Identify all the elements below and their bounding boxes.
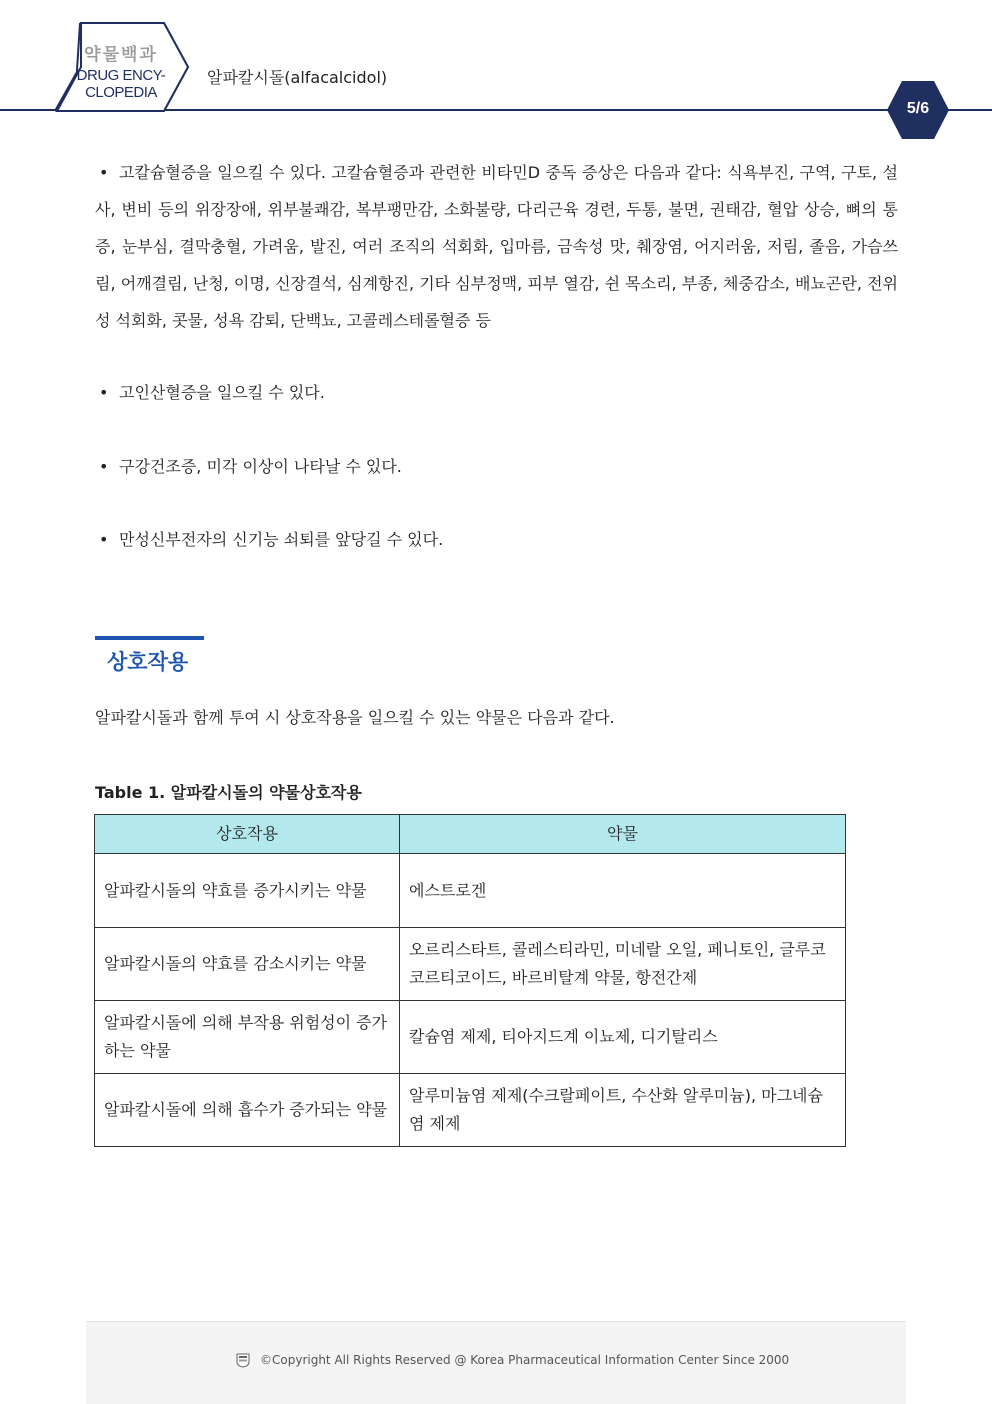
table-cell-drugs: 칼슘염 제제, 티아지드계 이뇨제, 디기탈리스 [400,1001,846,1074]
copyright-text: ©Copyright All Rights Reserved @ Korea Pharmaceutical Information Center Since 2000 [260,1353,790,1367]
table-cell-interaction: 알파칼시돌의 약효를 감소시키는 약물 [95,928,400,1001]
bullet-text: 만성신부전자의 신기능 쇠퇴를 앞당길 수 있다. [119,530,444,549]
bullet-text: 고칼슘혈증을 일으킬 수 있다. 고칼슘혈증과 관련한 비타민D 중독 증상은 다음과 같다: 식욕부진, 구역, 구토, 설사, 변비 등의 위장장애, 위부불쾌감, 복부팽만감, 소화불량, 다리근육 경련, 두통, 불면, 권태감, 혈압 상승, 뼈의 통증, 눈부심, 결막충혈, 가려움, 발진, 여러 조직의 석회화, 입마름, 금속성 맛, 췌장염, 어지러움, 저림, 졸음, 가슴쓰림, 어깨결림, 난청, 이명, 신장결석, 심계항진, 기타 심부정맥, 피부 열감, 쉰 목소리, 부종, 체중감소, 배뇨곤란, 전위성 석회화, 콧물, 성욕 감퇴, 단백뇨, 고콜레스테롤혈증 등 [95,163,898,330]
bullet-item-hypercalcemia [95,154,898,339]
bullet-item-dry-mouth [95,455,402,479]
footer-copyright [236,1353,789,1368]
shield-emblem-icon [236,1353,250,1368]
table-cell-drugs: 알루미늄염 제제(수크랄페이트, 수산화 알루미늄), 마그네슘염 제제 [400,1074,846,1147]
column-header-interaction: 상호작용 [95,815,400,854]
table-cell-interaction: 알파칼시돌에 의해 부작용 위험성이 증가하는 약물 [95,1001,400,1074]
bullet-item-hyperphosphatemia [95,381,325,405]
bullet-text: 고인산혈증을 일으킬 수 있다. [119,383,325,402]
logo-english-line2: CLOPEDIA [85,84,157,101]
bullet-icon: • [99,457,109,476]
logo-english-line1: DRUG ENCY- [76,67,166,84]
section-intro: 알파칼시돌과 함께 투여 시 상호작용을 일으킬 수 있는 약물은 다음과 같다. [95,708,615,727]
table-cell-drugs: 오르리스타트, 콜레스티라민, 미네랄 오일, 페니토인, 글루코코르티코이드, 바르비탈계 약물, 항전간제 [400,928,846,1001]
bullet-text: 구강건조증, 미각 이상이 나타날 수 있다. [119,457,402,476]
section-title: 상호작용 [107,650,189,674]
page-number: 5/6 [906,100,930,117]
logo-korean: 약물백과 [84,45,158,65]
interactions-table [94,814,846,1147]
bullet-icon: • [99,163,109,182]
bullet-icon: • [99,383,109,402]
table-cell-interaction: 알파칼시돌에 의해 흡수가 증가되는 약물 [95,1074,400,1147]
bullet-item-renal-decline [95,528,443,552]
table-row [95,928,846,1001]
table-caption: Table 1. 알파칼시돌의 약물상호작용 [95,783,362,802]
document-title: 알파칼시돌(alfacalcidol) [207,68,388,87]
section-accent-bar [95,636,204,640]
logo [62,40,180,101]
column-header-drugs: 약물 [400,815,846,854]
table-row [95,1001,846,1074]
table-row [95,854,846,928]
table-cell-interaction: 알파칼시돌의 약효를 증가시키는 약물 [95,854,400,928]
table-header-row [95,815,846,854]
table-cell-drugs: 에스트로겐 [400,854,846,928]
bullet-icon: • [99,530,109,549]
table-row [95,1074,846,1147]
